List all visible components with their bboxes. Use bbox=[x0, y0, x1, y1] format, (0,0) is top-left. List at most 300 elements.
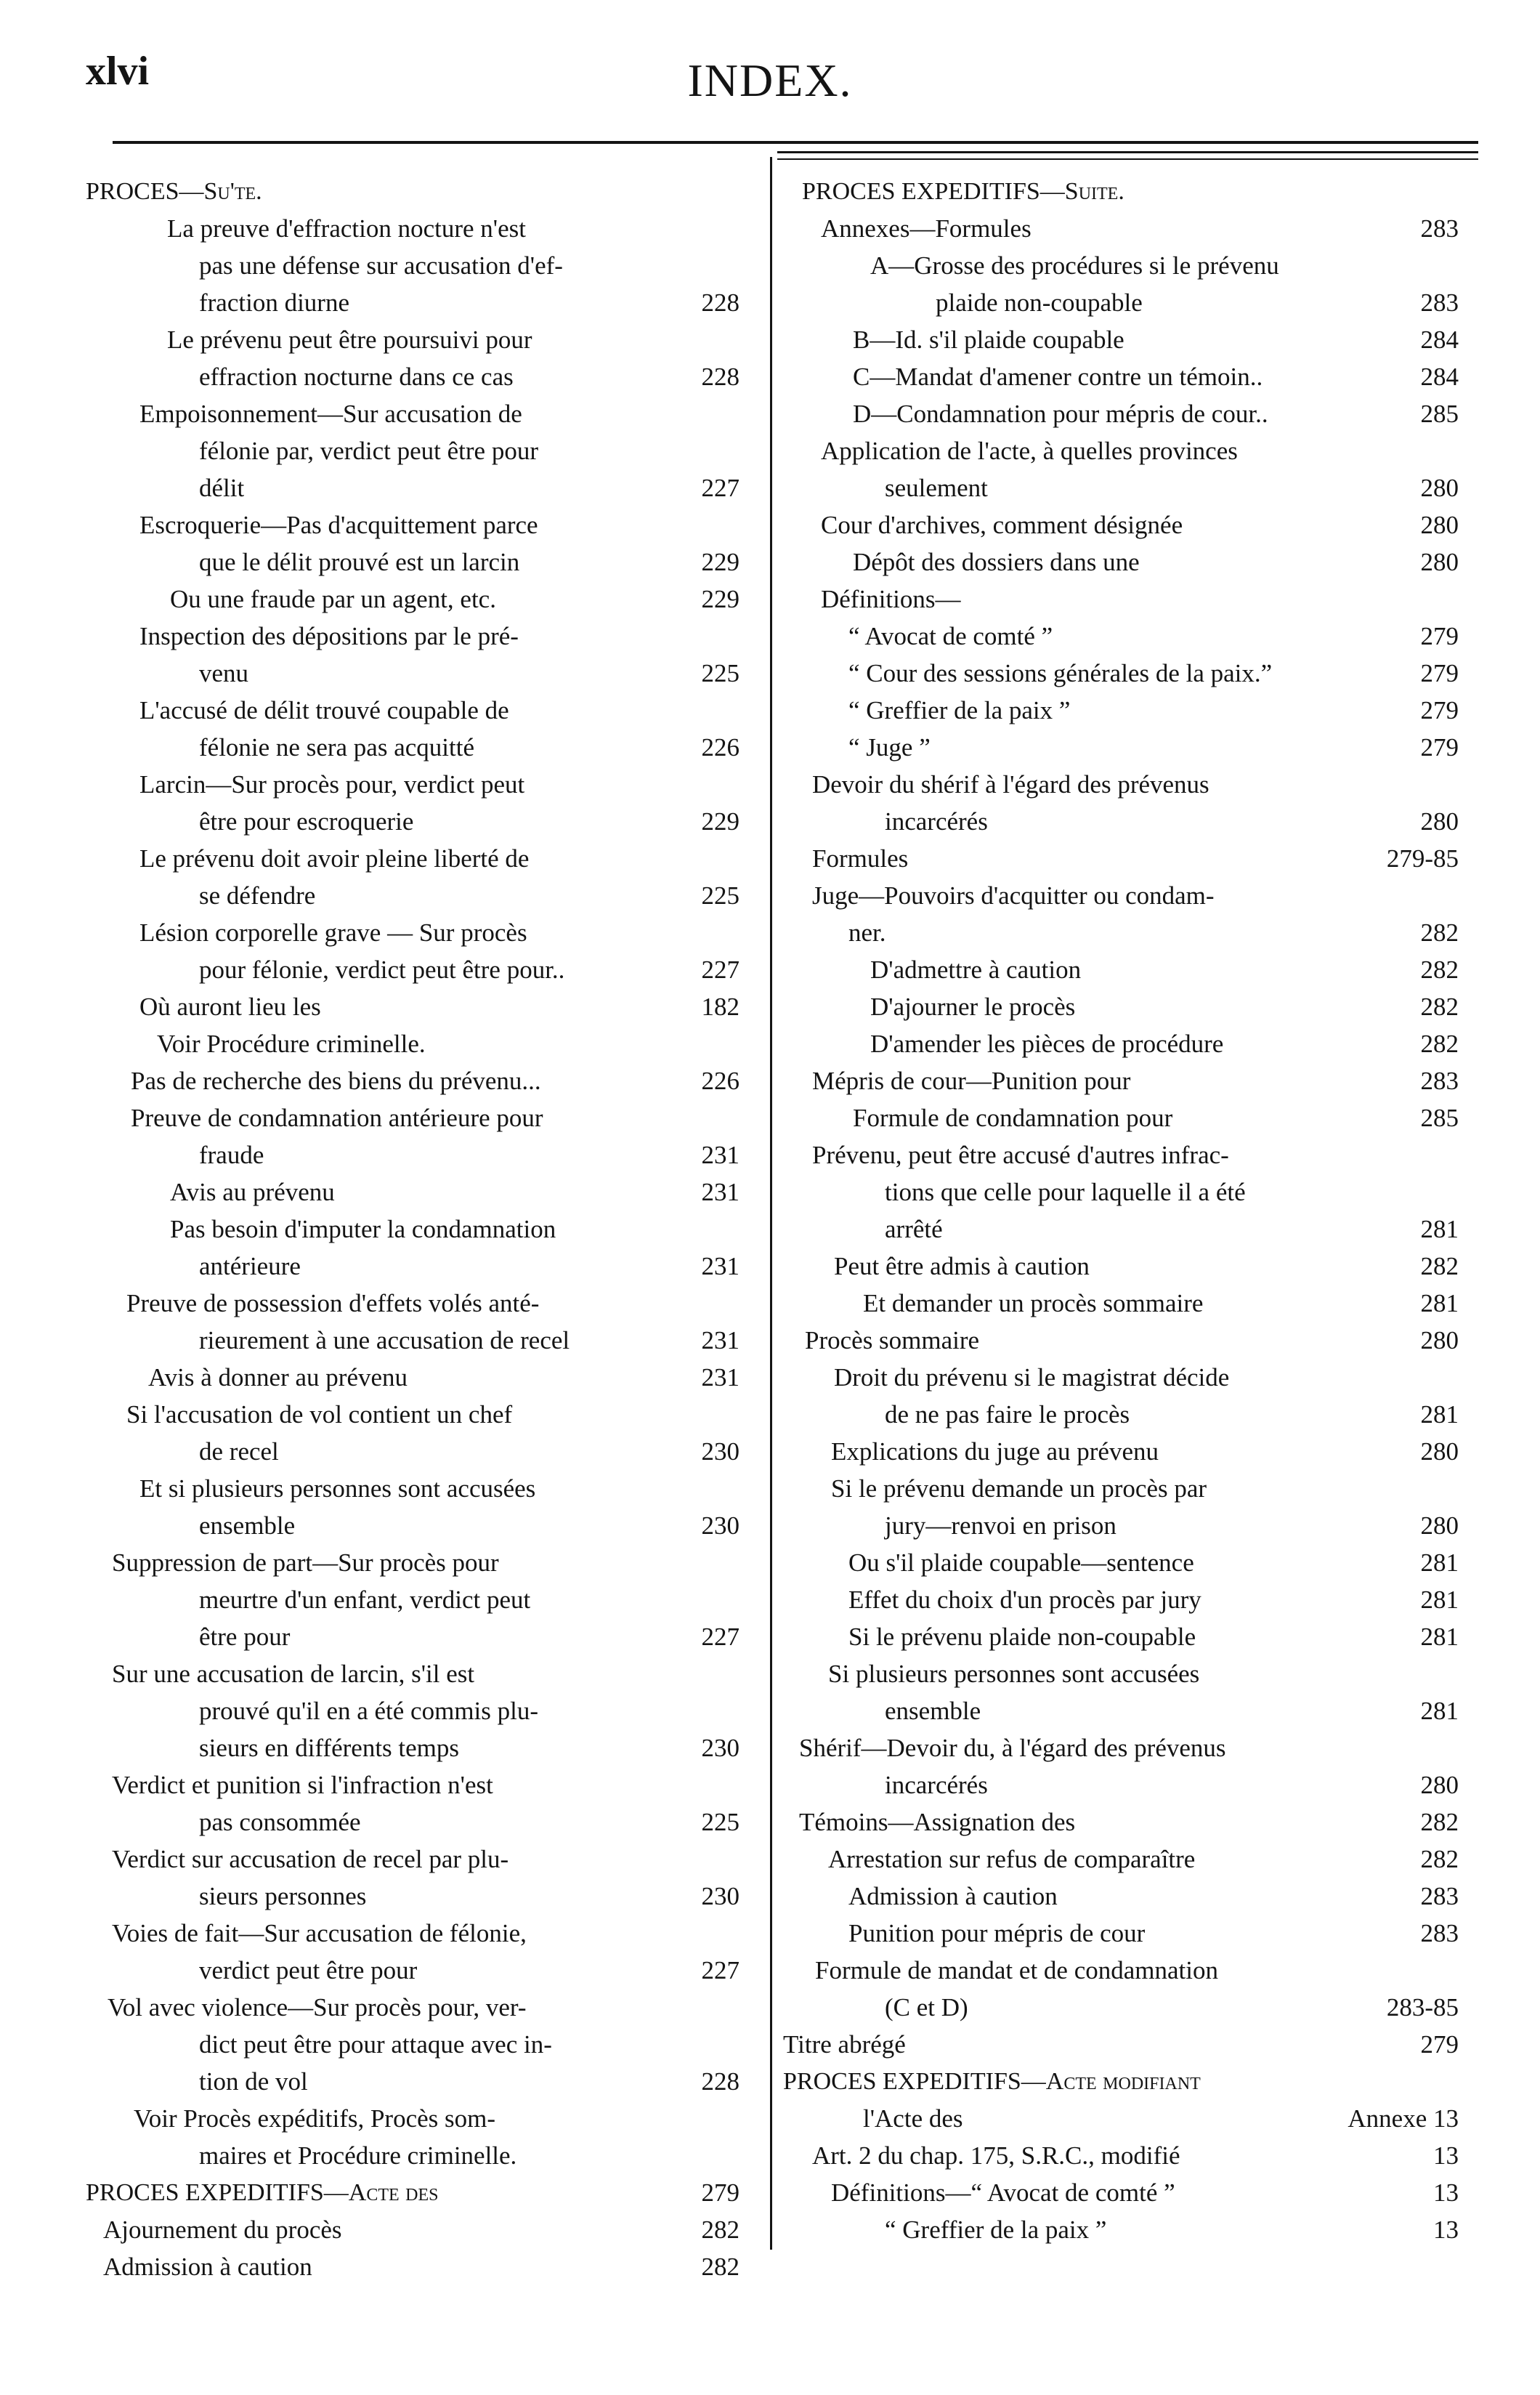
index-entry-page: Annexe 13 bbox=[1348, 2104, 1459, 2133]
index-entry-text: Pas de recherche des biens du prévenu... bbox=[131, 1067, 541, 1095]
index-entry-text: Ou s'il plaide coupable—sentence bbox=[848, 1548, 1194, 1577]
index-entry-text: Peut être admis à caution bbox=[834, 1252, 1090, 1280]
index-entry-text: Où auront lieu les bbox=[139, 993, 321, 1021]
index-entry-page: 280 bbox=[1420, 1437, 1459, 1466]
index-entry-text: être pour bbox=[199, 1623, 291, 1651]
index-entry bbox=[86, 1804, 739, 1841]
index-entry-text: que le délit prouvé est un larcin bbox=[199, 548, 520, 576]
index-entry-text: Le prévenu peut être poursuivi pour bbox=[167, 326, 532, 354]
index-entry-page: 283 bbox=[1420, 1882, 1459, 1910]
index-entry-page: 230 bbox=[701, 1437, 739, 1466]
index-entry-text: Sur une accusation de larcin, s'il est bbox=[112, 1660, 475, 1688]
index-entry bbox=[86, 1989, 739, 2026]
index-entry-page: 13 bbox=[1433, 2216, 1459, 2244]
index-entry-text: ner. bbox=[848, 918, 886, 947]
index-entry bbox=[783, 210, 1459, 247]
index-entry-text: fraction diurne bbox=[199, 288, 349, 317]
index-entry-page: 231 bbox=[701, 1363, 739, 1392]
index-entry-text: sieurs personnes bbox=[199, 1882, 367, 1910]
index-entry-text: Empoisonnement—Sur accusation de bbox=[139, 400, 522, 428]
index-entry bbox=[86, 877, 739, 914]
index-entry-text: rieurement à une accusation de recel bbox=[199, 1326, 570, 1354]
page-header bbox=[0, 44, 1540, 124]
index-entry bbox=[783, 692, 1459, 729]
index-entry-text: félonie ne sera pas acquitté bbox=[199, 733, 474, 762]
index-entry bbox=[783, 729, 1459, 766]
index-entry bbox=[783, 840, 1459, 877]
index-entry bbox=[783, 1248, 1459, 1285]
index-entry bbox=[86, 395, 739, 432]
index-entry bbox=[783, 469, 1459, 506]
index-entry-text: maires et Procédure criminelle. bbox=[199, 2141, 517, 2170]
index-entry bbox=[86, 469, 739, 506]
index-entry-text: “ Juge ” bbox=[848, 733, 931, 762]
index-entry bbox=[783, 395, 1459, 432]
index-entry-page: 231 bbox=[701, 1326, 739, 1354]
index-entry bbox=[86, 1322, 739, 1359]
index-entry bbox=[783, 1025, 1459, 1062]
index-entry-text: Admission à caution bbox=[103, 2253, 312, 2281]
index-entry bbox=[86, 1915, 739, 1952]
index-entry bbox=[783, 2174, 1459, 2211]
index-entry bbox=[86, 2174, 739, 2211]
index-entry bbox=[86, 951, 739, 988]
index-entry-text: PROCES EXPEDITIFS—Acte des bbox=[86, 2179, 439, 2206]
index-entry-page: 228 bbox=[701, 2067, 739, 2096]
index-entry bbox=[86, 1396, 739, 1433]
index-entry-page: 279 bbox=[1420, 659, 1459, 687]
index-entry bbox=[783, 1174, 1459, 1211]
index-entry bbox=[86, 210, 739, 247]
index-entry-page: 225 bbox=[701, 1808, 739, 1836]
index-entry bbox=[86, 766, 739, 803]
index-entry bbox=[783, 2063, 1459, 2100]
index-entry-text: Arrestation sur refus de comparaître bbox=[828, 1845, 1196, 1873]
index-entry-text: “ Avocat de comté ” bbox=[848, 622, 1053, 650]
index-entry bbox=[783, 1544, 1459, 1581]
index-entry bbox=[783, 1359, 1459, 1396]
index-entry-page: 281 bbox=[1420, 1623, 1459, 1651]
index-entry bbox=[86, 1618, 739, 1655]
right-column bbox=[783, 173, 1459, 2248]
index-entry-page: 283 bbox=[1420, 214, 1459, 243]
index-entry bbox=[86, 1174, 739, 1211]
index-entry-page: 281 bbox=[1420, 1215, 1459, 1243]
index-entry bbox=[86, 1952, 739, 1989]
index-entry bbox=[783, 803, 1459, 840]
index-entry-text: seulement bbox=[885, 474, 988, 502]
index-entry-page: 226 bbox=[701, 733, 739, 762]
index-entry bbox=[783, 618, 1459, 655]
index-entry-page: 282 bbox=[701, 2253, 739, 2281]
index-entry-text: antérieure bbox=[199, 1252, 301, 1280]
index-entry-page: 279 bbox=[1420, 696, 1459, 724]
index-entry-text: B—Id. s'il plaide coupable bbox=[853, 326, 1124, 354]
index-entry-text: ensemble bbox=[199, 1511, 296, 1540]
index-entry bbox=[86, 544, 739, 581]
index-entry-text: Inspection des dépositions par le pré- bbox=[139, 622, 519, 650]
index-entry bbox=[783, 358, 1459, 395]
index-entry-page: 279 bbox=[1420, 622, 1459, 650]
index-entry bbox=[86, 1766, 739, 1804]
index-entry bbox=[783, 1841, 1459, 1878]
index-entry-text: Escroquerie—Pas d'acquittement parce bbox=[139, 511, 538, 539]
index-entry-page: 279 bbox=[701, 2178, 739, 2207]
index-entry-text: Voir Procès expéditifs, Procès som- bbox=[134, 2104, 496, 2133]
index-entry-text: (C et D) bbox=[885, 1993, 968, 2022]
index-entry-text: Larcin—Sur procès pour, verdict peut bbox=[139, 770, 525, 799]
index-entry bbox=[86, 655, 739, 692]
index-entry-page: 283-85 bbox=[1386, 1993, 1459, 2022]
index-entry bbox=[86, 1655, 739, 1692]
index-entry-page: 282 bbox=[1420, 1808, 1459, 1836]
index-entry-text: pas une défense sur accusation d'ef- bbox=[199, 251, 563, 280]
index-entry-page: 282 bbox=[1420, 918, 1459, 947]
index-entry-text: A—Grosse des procédures si le prévenu bbox=[870, 251, 1279, 280]
index-entry-page: 280 bbox=[1420, 807, 1459, 836]
index-entry-text: “ Cour des sessions générales de la paix.” bbox=[848, 659, 1273, 687]
index-entry-text: Titre abrégé bbox=[783, 2030, 906, 2059]
index-entry bbox=[783, 544, 1459, 581]
index-entry-text: Formule de condamnation pour bbox=[853, 1104, 1173, 1132]
index-entry bbox=[86, 914, 739, 951]
index-entry bbox=[783, 877, 1459, 914]
index-entry bbox=[783, 1285, 1459, 1322]
index-entry-page: 182 bbox=[701, 993, 739, 1021]
index-entry-text: “ Greffier de la paix ” bbox=[848, 696, 1071, 724]
index-entry bbox=[86, 988, 739, 1025]
index-entry-text: ensemble bbox=[885, 1697, 981, 1725]
index-entry-page: 227 bbox=[701, 1956, 739, 1984]
index-entry bbox=[86, 1359, 739, 1396]
index-entry bbox=[86, 1025, 739, 1062]
index-entry-page: 282 bbox=[1420, 956, 1459, 984]
index-entry bbox=[783, 1766, 1459, 1804]
index-entry-text: Le prévenu doit avoir pleine liberté de bbox=[139, 844, 530, 873]
index-entry bbox=[783, 1062, 1459, 1099]
index-entry bbox=[86, 692, 739, 729]
index-entry bbox=[86, 618, 739, 655]
index-entry bbox=[783, 1396, 1459, 1433]
page-number: xlvi bbox=[86, 49, 150, 94]
index-entry-text: Formules bbox=[812, 844, 909, 873]
index-entry-page: 280 bbox=[1420, 511, 1459, 539]
index-entry-text: Témoins—Assignation des bbox=[799, 1808, 1076, 1836]
index-entry-page: 280 bbox=[1420, 548, 1459, 576]
index-entry-text: Si le prévenu plaide non-coupable bbox=[848, 1623, 1196, 1651]
index-entry bbox=[783, 1878, 1459, 1915]
index-entry-page: 283 bbox=[1420, 288, 1459, 317]
page-title: INDEX. bbox=[687, 54, 853, 106]
index-entry-text: être pour escroquerie bbox=[199, 807, 414, 836]
index-entry-text: délit bbox=[199, 474, 245, 502]
index-entry-page: 231 bbox=[701, 1178, 739, 1206]
index-entry bbox=[86, 1062, 739, 1099]
index-entry-text: D'admettre à caution bbox=[870, 956, 1082, 984]
index-entry-page: 281 bbox=[1420, 1400, 1459, 1429]
index-entry-text: Juge—Pouvoirs d'acquitter ou condam- bbox=[812, 881, 1215, 910]
index-entry-text: venu bbox=[199, 659, 249, 687]
index-entry bbox=[86, 581, 739, 618]
index-entry bbox=[86, 2137, 739, 2174]
index-entry-text: de recel bbox=[199, 1437, 279, 1466]
index-entry bbox=[86, 1470, 739, 1507]
index-entry-text: incarcérés bbox=[885, 1771, 988, 1799]
index-entry-text: Dépôt des dossiers dans une bbox=[853, 548, 1140, 576]
index-entry-page: 282 bbox=[701, 2216, 739, 2244]
index-entry bbox=[86, 1729, 739, 1766]
index-entry-text: prouvé qu'il en a été commis plu- bbox=[199, 1697, 539, 1725]
index-entry-page: 279-85 bbox=[1386, 844, 1459, 873]
header-rule-double bbox=[777, 151, 1478, 153]
index-entry-page: 280 bbox=[1420, 1511, 1459, 1540]
index-entry-text: Voir Procédure criminelle. bbox=[157, 1030, 426, 1058]
index-entry-page: 281 bbox=[1420, 1586, 1459, 1614]
index-entry bbox=[783, 655, 1459, 692]
index-entry-text: Définitions—“ Avocat de comté ” bbox=[831, 2178, 1175, 2207]
index-entry bbox=[783, 321, 1459, 358]
index-entry-page: 227 bbox=[701, 474, 739, 502]
index-entry-page: 282 bbox=[1420, 1845, 1459, 1873]
index-entry-text: Mépris de cour—Punition pour bbox=[812, 1067, 1131, 1095]
index-entry-page: 281 bbox=[1420, 1697, 1459, 1725]
index-entry-text: arrêté bbox=[885, 1215, 943, 1243]
index-entry-text: Avis au prévenu bbox=[170, 1178, 335, 1206]
index-entry-text: Ajournement du procès bbox=[103, 2216, 342, 2244]
index-entry-text: Vol avec violence—Sur procès pour, ver- bbox=[108, 1993, 527, 2022]
index-entry bbox=[86, 284, 739, 321]
header-rule bbox=[113, 141, 1478, 144]
index-entry-text: Explications du juge au prévenu bbox=[831, 1437, 1159, 1466]
index-entry-text: Procès sommaire bbox=[805, 1326, 980, 1354]
index-entry-text: Cour d'archives, comment désignée bbox=[821, 511, 1183, 539]
index-entry bbox=[783, 432, 1459, 469]
index-entry-page: 279 bbox=[1420, 2030, 1459, 2059]
index-entry bbox=[86, 1099, 739, 1136]
index-entry bbox=[783, 2137, 1459, 2174]
index-entry-page: 231 bbox=[701, 1141, 739, 1169]
index-entry bbox=[783, 1655, 1459, 1692]
index-entry-text: Preuve de possession d'effets volés anté- bbox=[126, 1289, 540, 1317]
index-entry-text: sieurs en différents temps bbox=[199, 1734, 460, 1762]
index-entry bbox=[783, 506, 1459, 544]
index-entry bbox=[86, 1433, 739, 1470]
index-entry bbox=[783, 1952, 1459, 1989]
index-entry bbox=[783, 1729, 1459, 1766]
index-entry-page: 281 bbox=[1420, 1289, 1459, 1317]
index-entry bbox=[86, 803, 739, 840]
column-divider bbox=[770, 157, 772, 2250]
index-entry-text: Ou une fraude par un agent, etc. bbox=[170, 585, 496, 613]
index-entry-text: D—Condamnation pour mépris de cour.. bbox=[853, 400, 1268, 428]
index-entry-text: PROCES EXPEDITIFS—Acte modifiant bbox=[783, 2068, 1201, 2095]
index-entry bbox=[783, 1692, 1459, 1729]
index-entry bbox=[86, 1136, 739, 1174]
index-entry bbox=[86, 1692, 739, 1729]
index-entry-text: Verdict sur accusation de recel par plu- bbox=[112, 1845, 509, 1873]
index-entry bbox=[86, 321, 739, 358]
index-entry bbox=[86, 2026, 739, 2063]
index-entry-text: Lésion corporelle grave — Sur procès bbox=[139, 918, 527, 947]
index-entry-page: 283 bbox=[1420, 1919, 1459, 1947]
index-entry bbox=[86, 432, 739, 469]
index-entry bbox=[783, 1581, 1459, 1618]
index-entry bbox=[86, 1841, 739, 1878]
index-entry-page: 281 bbox=[1420, 1548, 1459, 1577]
index-entry-text: La preuve d'effraction nocture n'est bbox=[167, 214, 526, 243]
index-entry-page: 13 bbox=[1433, 2141, 1459, 2170]
index-entry-text: verdict peut être pour bbox=[199, 1956, 418, 1984]
header-rule-double-2 bbox=[777, 158, 1478, 160]
index-entry-text: Shérif—Devoir du, à l'égard des prévenus bbox=[799, 1734, 1226, 1762]
index-entry bbox=[783, 247, 1459, 284]
index-entry-page: 285 bbox=[1420, 400, 1459, 428]
index-entry bbox=[86, 729, 739, 766]
index-entry bbox=[86, 1544, 739, 1581]
index-entry-page: 228 bbox=[701, 288, 739, 317]
index-entry-text: Voies de fait—Sur accusation de félonie, bbox=[112, 1919, 527, 1947]
index-entry bbox=[783, 1211, 1459, 1248]
index-entry bbox=[86, 2063, 739, 2100]
index-entry bbox=[783, 1470, 1459, 1507]
index-entry-page: 229 bbox=[701, 585, 739, 613]
index-entry-text: PROCES EXPEDITIFS—Suite. bbox=[802, 178, 1124, 205]
index-entry-text: Avis à donner au prévenu bbox=[148, 1363, 408, 1392]
index-entry-text: félonie par, verdict peut être pour bbox=[199, 437, 538, 465]
index-entry-page: 230 bbox=[701, 1734, 739, 1762]
index-entry-text: dict peut être pour attaque avec in- bbox=[199, 2030, 552, 2059]
index-entry-text: C—Mandat d'amener contre un témoin.. bbox=[853, 363, 1263, 391]
index-entry-text: D'amender les pièces de procédure bbox=[870, 1030, 1224, 1058]
index-entry-page: 229 bbox=[701, 548, 739, 576]
index-entry-text: Et si plusieurs personnes sont accusées bbox=[139, 1474, 536, 1503]
index-entry-text: Application de l'acte, à quelles provinces bbox=[821, 437, 1238, 465]
index-entry-text: pour félonie, verdict peut être pour.. bbox=[199, 956, 565, 984]
index-entry-page: 229 bbox=[701, 807, 739, 836]
index-entry bbox=[86, 506, 739, 544]
index-entry bbox=[783, 2211, 1459, 2248]
index-entry-text: L'accusé de délit trouvé coupable de bbox=[139, 696, 509, 724]
index-entry-page: 284 bbox=[1420, 363, 1459, 391]
index-entry bbox=[783, 1989, 1459, 2026]
index-entry bbox=[783, 1507, 1459, 1544]
index-entry-text: Formule de mandat et de condamnation bbox=[815, 1956, 1218, 1984]
index-entry-text: D'ajourner le procès bbox=[870, 993, 1076, 1021]
index-entry bbox=[783, 1099, 1459, 1136]
index-entry-text: meurtre d'un enfant, verdict peut bbox=[199, 1586, 531, 1614]
index-entry bbox=[86, 1248, 739, 1285]
index-entry-text: Droit du prévenu si le magistrat décide bbox=[834, 1363, 1230, 1392]
index-entry bbox=[783, 988, 1459, 1025]
index-entry-text: Verdict et punition si l'infraction n'est bbox=[112, 1771, 493, 1799]
index-entry-text: Si l'accusation de vol contient un chef bbox=[126, 1400, 513, 1429]
index-entry-text: Punition pour mépris de cour bbox=[848, 1919, 1146, 1947]
index-entry bbox=[783, 581, 1459, 618]
index-entry-page: 283 bbox=[1420, 1067, 1459, 1095]
index-entry-page: 228 bbox=[701, 363, 739, 391]
index-entry-page: 226 bbox=[701, 1067, 739, 1095]
index-entry bbox=[783, 1433, 1459, 1470]
index-entry-page: 13 bbox=[1433, 2178, 1459, 2207]
index-entry bbox=[783, 1136, 1459, 1174]
index-entry-text: pas consommée bbox=[199, 1808, 361, 1836]
index-entry bbox=[783, 951, 1459, 988]
index-entry-page: 280 bbox=[1420, 1771, 1459, 1799]
index-entry-page: 225 bbox=[701, 881, 739, 910]
index-entry-page: 284 bbox=[1420, 326, 1459, 354]
index-entry-page: 282 bbox=[1420, 1252, 1459, 1280]
index-entry-page: 280 bbox=[1420, 474, 1459, 502]
index-entry bbox=[86, 1285, 739, 1322]
index-entry-text: fraude bbox=[199, 1141, 264, 1169]
index-entry bbox=[783, 1322, 1459, 1359]
index-entry-page: 227 bbox=[701, 956, 739, 984]
index-entry-page: 230 bbox=[701, 1882, 739, 1910]
index-entry bbox=[783, 914, 1459, 951]
index-entry-text: Annexes—Formules bbox=[821, 214, 1032, 243]
left-column bbox=[86, 173, 739, 2285]
index-entry bbox=[86, 173, 739, 210]
index-entry-text: Prévenu, peut être accusé d'autres infrac- bbox=[812, 1141, 1229, 1169]
index-entry-text: de ne pas faire le procès bbox=[885, 1400, 1130, 1429]
index-entry-text: l'Acte des bbox=[863, 2104, 963, 2133]
index-entry-text: Admission à caution bbox=[848, 1882, 1058, 1910]
index-entry bbox=[783, 1618, 1459, 1655]
index-entry bbox=[86, 2211, 739, 2248]
index-entry-text: incarcérés bbox=[885, 807, 988, 836]
index-entry bbox=[783, 284, 1459, 321]
index-entry-text: Suppression de part—Sur procès pour bbox=[112, 1548, 499, 1577]
index-entry bbox=[86, 1878, 739, 1915]
index-entry-text: Et demander un procès sommaire bbox=[863, 1289, 1204, 1317]
index-entry-text: Si plusieurs personnes sont accusées bbox=[828, 1660, 1200, 1688]
index-entry-text: Preuve de condamnation antérieure pour bbox=[131, 1104, 543, 1132]
index-entry-page: 279 bbox=[1420, 733, 1459, 762]
index-entry-text: jury—renvoi en prison bbox=[885, 1511, 1116, 1540]
index-entry-text: Définitions— bbox=[821, 585, 961, 613]
index-entry bbox=[86, 1211, 739, 1248]
index-entry-page: 285 bbox=[1420, 1104, 1459, 1132]
index-entry-page: 225 bbox=[701, 659, 739, 687]
index-entry-text: Devoir du shérif à l'égard des prévenus bbox=[812, 770, 1209, 799]
index-entry-text: plaide non-coupable bbox=[936, 288, 1143, 317]
index-entry-text: Art. 2 du chap. 175, S.R.C., modifié bbox=[812, 2141, 1180, 2170]
index-entry bbox=[86, 1581, 739, 1618]
index-entry bbox=[86, 1507, 739, 1544]
index-entry bbox=[86, 840, 739, 877]
index-entry-text: se défendre bbox=[199, 881, 316, 910]
index-entry-text: tions que celle pour laquelle il a été bbox=[885, 1178, 1246, 1206]
index-entry bbox=[86, 2248, 739, 2285]
index-entry-text: PROCES—Su'te. bbox=[86, 178, 262, 205]
index-entry bbox=[783, 2100, 1459, 2137]
index-entry bbox=[783, 2026, 1459, 2063]
index-entry-page: 231 bbox=[701, 1252, 739, 1280]
index-entry-page: 282 bbox=[1420, 1030, 1459, 1058]
index-entry-page: 227 bbox=[701, 1623, 739, 1651]
index-entry-text: “ Greffier de la paix ” bbox=[885, 2216, 1107, 2244]
index-entry-text: effraction nocturne dans ce cas bbox=[199, 363, 514, 391]
index-entry-text: tion de vol bbox=[199, 2067, 308, 2096]
index-entry-text: Effet du choix d'un procès par jury bbox=[848, 1586, 1201, 1614]
index-entry bbox=[783, 766, 1459, 803]
index-entry bbox=[783, 1915, 1459, 1952]
index-entry bbox=[86, 247, 739, 284]
index-entry-page: 230 bbox=[701, 1511, 739, 1540]
index-entry bbox=[86, 358, 739, 395]
index-entry-text: Si le prévenu demande un procès par bbox=[831, 1474, 1207, 1503]
index-entry bbox=[783, 1804, 1459, 1841]
